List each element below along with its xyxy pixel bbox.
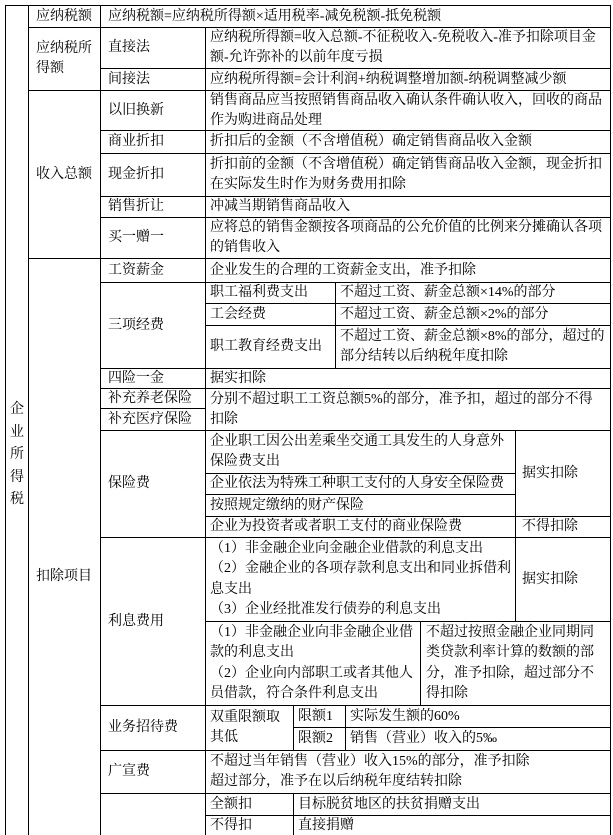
social-insurance-rule: 据实扣除	[206, 369, 610, 388]
interest-item: （2）金融企业的各项存款利息支出和同业拆借利息支出	[210, 561, 511, 597]
income-item-label: 商业折扣	[101, 131, 205, 153]
insurance-label: 保险费	[101, 431, 205, 537]
income-item-rule: 销售商品应当按照销售商品收入确认条件确认收入，回收的商品作为购进商品处理	[206, 91, 610, 130]
limit-label: 限额2	[294, 728, 345, 750]
income-item-rule: 折扣后的金额（不含增值税）确定销售商品收入金额	[206, 131, 610, 153]
entertainment-label: 业务招待费	[101, 706, 205, 750]
interest-limited-item-list	[210, 623, 416, 705]
advertising-rule: 超过部分，准予在以后纳税年度结转扣除	[210, 774, 462, 789]
three-funds-item-rule: 不超过工资、薪金总额×8%的部分，超过的部分结转以后纳税年度扣除	[336, 326, 610, 368]
tax-payable-label: 应纳税额	[29, 6, 100, 27]
wages-label: 工资薪金	[101, 259, 205, 282]
interest-item: （1）非金融企业向金融企业借款的利息支出	[210, 540, 483, 556]
income-item-label: 销售折让	[101, 197, 205, 217]
three-funds-item-label: 职工教育经费支出	[206, 326, 335, 368]
supplementary-medical-label: 补充医疗保险	[101, 409, 205, 430]
insurance-nondeductible-rule: 不得扣除	[516, 517, 610, 537]
limit-label: 限额1	[294, 706, 345, 727]
insurance-deductible-item: 企业依法为特殊工种职工支付的人身安全保险费	[206, 474, 515, 494]
interest-item: （1）非金融企业向非金融企业借款的利息支出	[210, 624, 413, 660]
advertising-rules	[206, 751, 610, 793]
income-item-label: 以旧换新	[101, 91, 205, 130]
tax-payable-formula: 应纳税额=应纳税所得额×适用税率-减免税额-抵免税额	[101, 6, 610, 27]
income-item-rule: 应将总的销售金额按各项商品的公允价值的比例来分摊确认各项的销售收入	[206, 218, 610, 258]
donation-item-rule: 直接捐赠	[294, 816, 610, 835]
income-item-label: 现金折扣	[101, 154, 205, 196]
indirect-method-formula: 应纳税所得额=会计利润+纳税调整增加额-纳税调整减少额	[206, 69, 610, 90]
interest-label: 利息费用	[101, 538, 205, 705]
insurance-nondeductible-item: 企业为投资者或者职工支付的商业保险费	[206, 517, 515, 537]
insurance-deductible-item: 按照规定缴纳的财产保险	[206, 495, 515, 516]
advertising-rule-list	[210, 752, 606, 792]
direct-method-formula: 应纳税所得额=收入总额-不征税收入-免税收入-准予扣除项目金额-允许弥补的以前年度亏损	[206, 28, 610, 68]
three-funds-item-rule: 不超过工资、薪金总额×14%的部分	[336, 283, 610, 303]
income-item-rule: 冲减当期销售商品收入	[206, 197, 610, 217]
interest-limited-items	[206, 622, 420, 705]
donation-item-rule: 目标脱贫地区的扶贫捐赠支出	[294, 794, 610, 815]
tax-name: 企业所得税	[10, 402, 24, 507]
insurance-deductible-item: 企业职工因公出差乘坐交通工具发生的人身意外保险费支出	[206, 431, 515, 473]
donation-item-label: 全额扣	[206, 794, 293, 815]
indirect-method-label: 间接法	[101, 69, 205, 90]
advertising-rule: 不超过当年销售（营业）收入15%的部分，准予扣除	[210, 754, 530, 769]
direct-method-label: 直接法	[101, 28, 205, 68]
supplementary-insurance-rule: 分别不超过职工工资总额5%的部分，准予扣，超过的部分不得扣除	[206, 389, 610, 430]
three-funds-label: 三项经费	[101, 283, 205, 368]
taxable-income-label: 应纳税所得额	[29, 28, 100, 90]
donation-item-label: 不得扣	[206, 816, 293, 835]
three-funds-item-rule: 不超过工资、薪金总额×2%的部分	[336, 304, 610, 325]
advertising-label: 广宣费	[101, 751, 205, 793]
total-income-label: 收入总额	[29, 91, 100, 258]
insurance-deductible-rule: 据实扣除	[516, 431, 610, 516]
tax-name-cell	[6, 6, 28, 835]
limit-rule: 销售（营业）收入的5‰	[346, 728, 610, 750]
deductions-label: 扣除项目	[29, 259, 100, 835]
interest-item: （2）企业向内部职工或者其他人员借款，符合条件利息支出	[210, 665, 413, 701]
interest-full-items	[206, 538, 515, 621]
income-item-label: 买一赠一	[101, 218, 205, 258]
income-item-rule: 折扣前的金额（不含增值税）确定销售商品收入金额，现金折扣在实际发生时作为财务费用扣除	[206, 154, 610, 196]
corporate-income-tax-table	[5, 5, 611, 835]
interest-full-rule: 据实扣除	[516, 538, 610, 621]
donation-label-cell	[101, 794, 205, 835]
interest-full-item-list	[210, 539, 511, 621]
social-insurance-label: 四险一金	[101, 369, 205, 388]
entertainment-method: 双重限额取其低	[206, 706, 293, 750]
three-funds-item-label: 职工福利费支出	[206, 283, 335, 303]
supplementary-pension-label: 补充养老保险	[101, 389, 205, 408]
three-funds-item-label: 工会经费	[206, 304, 335, 325]
interest-item: （3）企业经批准发行债券的利息支出	[210, 602, 441, 617]
interest-limited-rule: 不超过按照金融企业同期同类贷款利率计算的数额的部分，准予扣除，超过部分不得扣除	[421, 622, 610, 705]
limit-rule: 实际发生额的60%	[346, 706, 610, 727]
wages-rule: 企业发生的合理的工资薪金支出，准予扣除	[206, 259, 610, 282]
